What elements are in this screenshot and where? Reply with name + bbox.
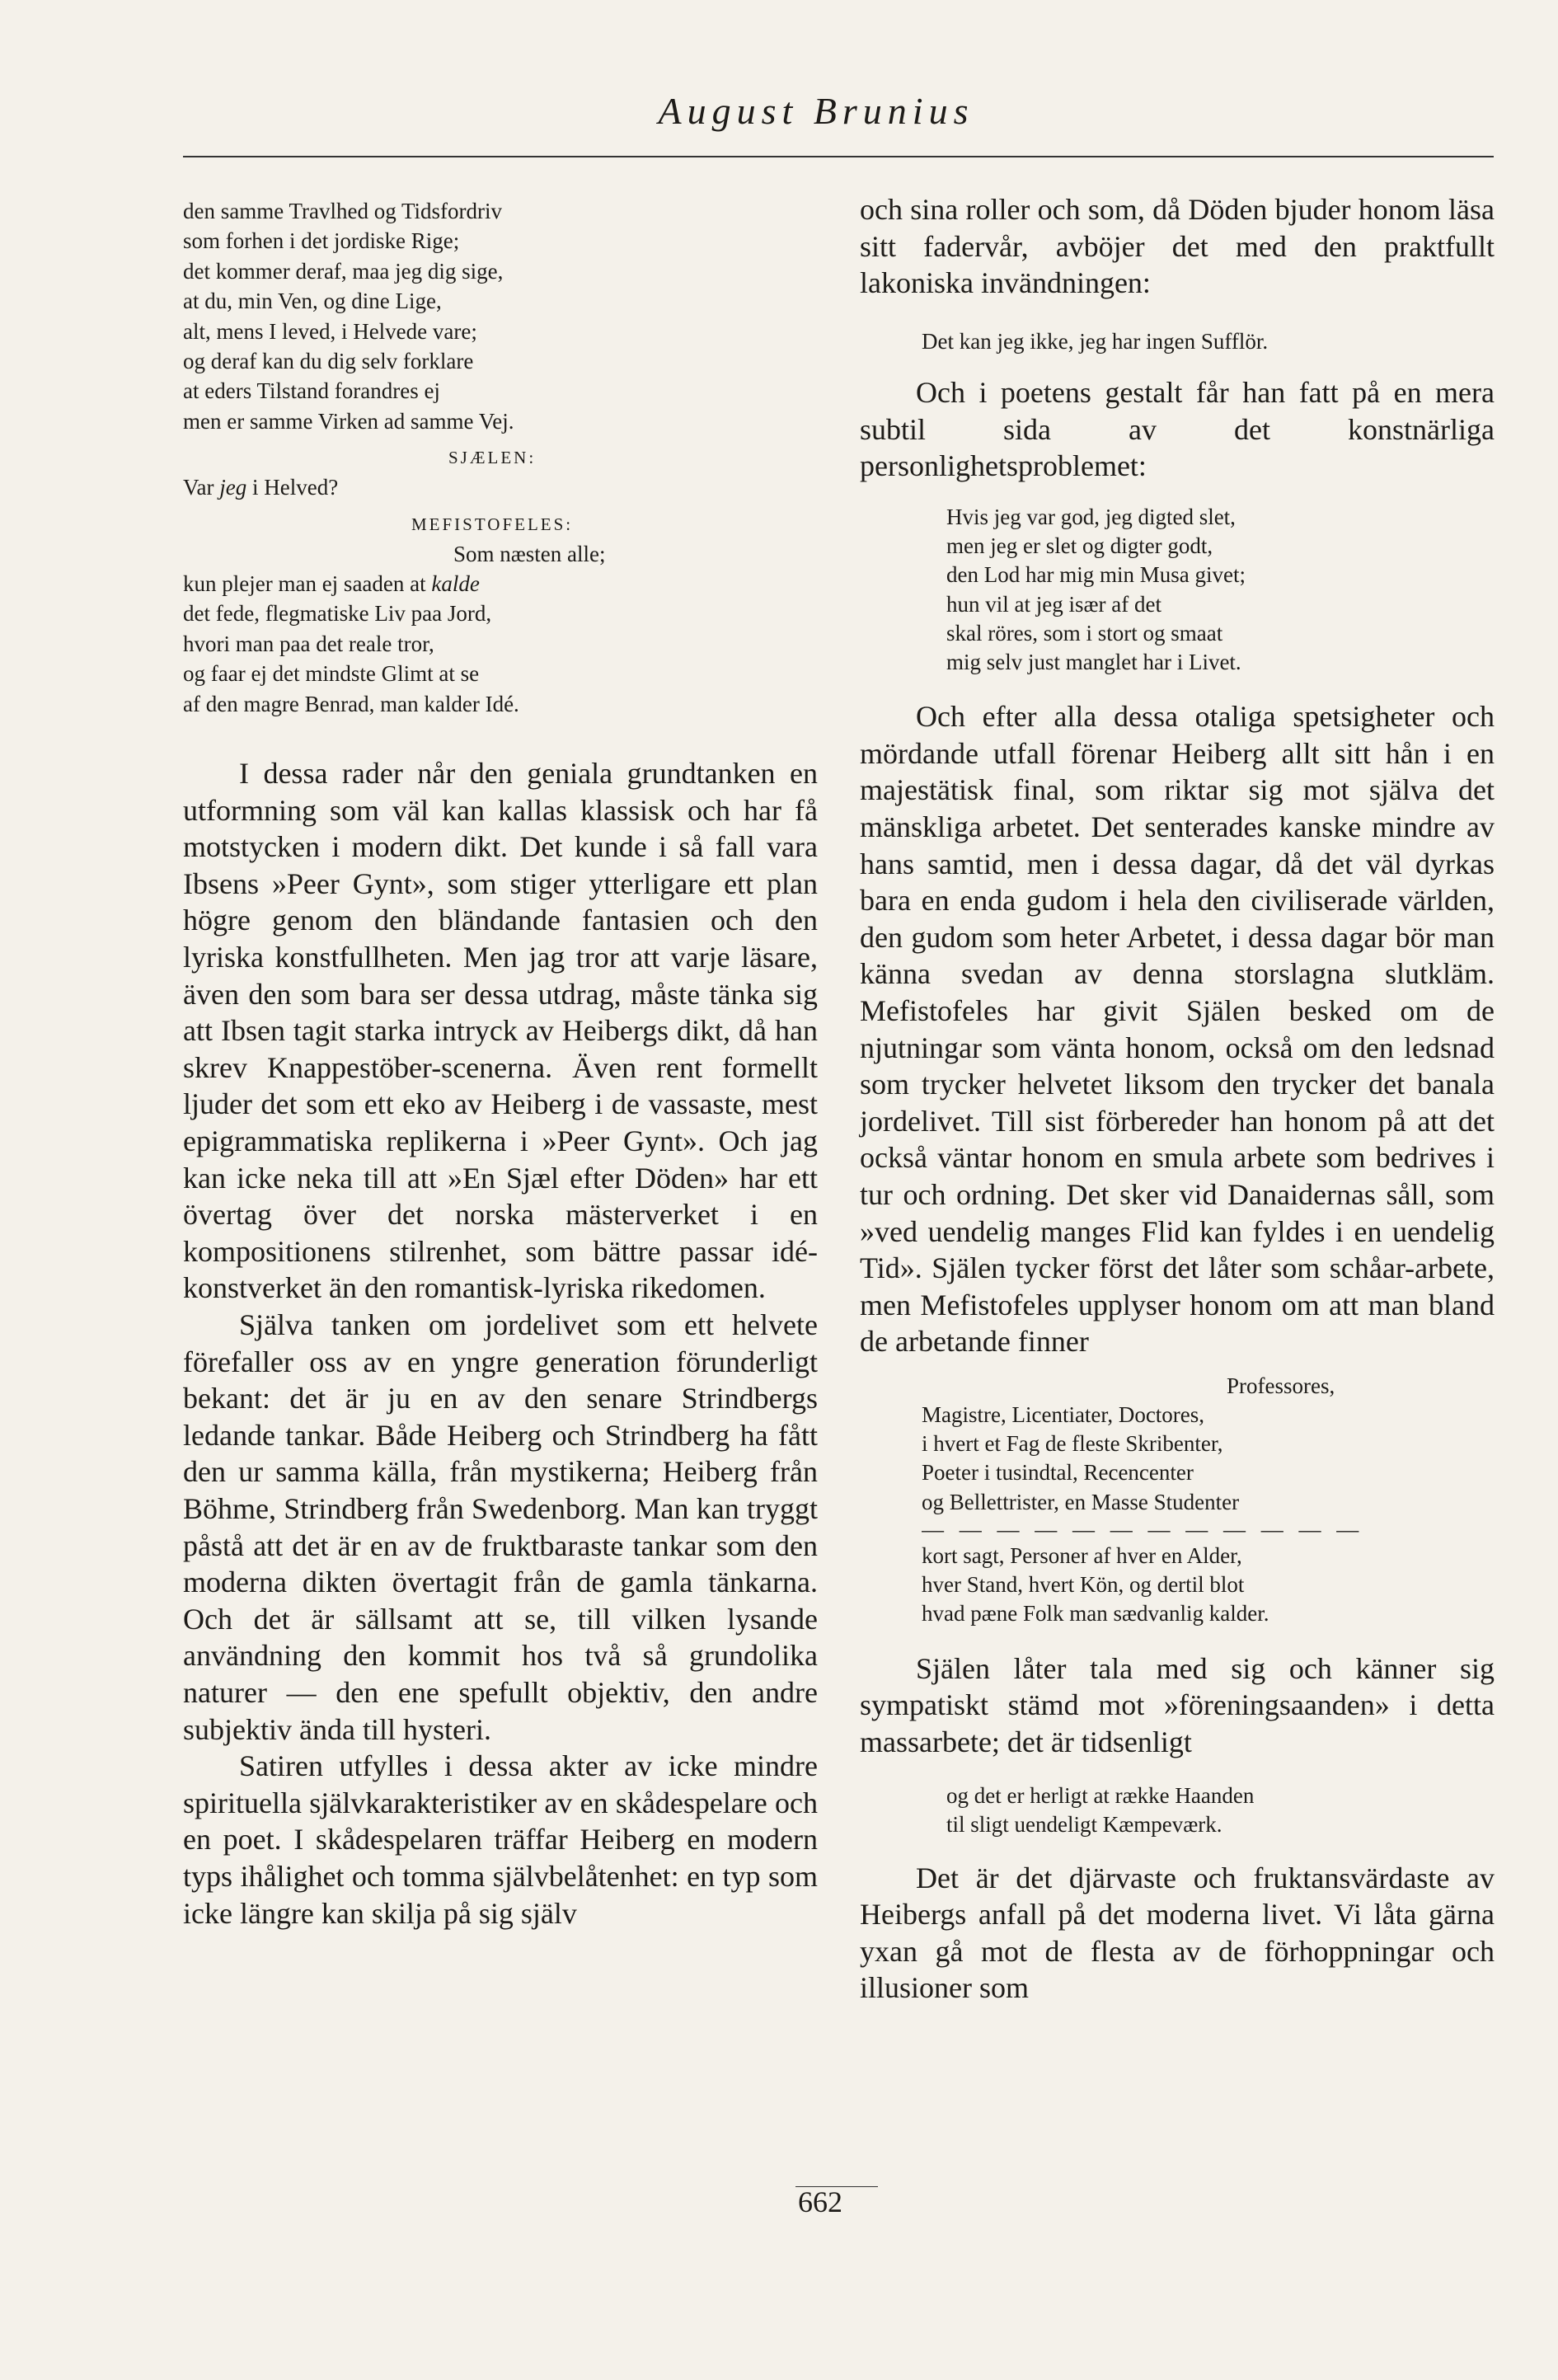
paragraph-text: Själva tanken om jordelivet som ett helvete förefaller oss av en yngre generation förunderligt bekant: det är ju en av den senare Strindbergs ledande tankar. Både Heiberg och Strindberg ha fått den ur samma källa, från mystikerna; Heiberg från Böhme, Strindberg från Swedenborg. Man kan tryggt påstå att det är en av de fruktbaraste tankar som den moderna dikten övertagit från de gamla tänkarna. Och det är sällsamt att se, till vilken lysande användning den kommit hos två så grundolika naturer — den ene spefullt objektiv, den andre subjektiv ända till hysteri. xyxy=(183,1308,818,1746)
verse-line: hvori man paa det reale tror, xyxy=(183,631,434,656)
verse-block-kaempevaerk xyxy=(860,1781,1495,1839)
emphasis-jeg: jeg xyxy=(219,475,247,500)
verse-line: det kommer deraf, maa jeg dig sige, xyxy=(183,258,504,284)
verse-line: men er samme Virken ad samme Vej. xyxy=(183,408,514,434)
verse-fragment: kun plejer man ej saaden at xyxy=(183,571,432,597)
verse-block-professores xyxy=(860,1372,1495,1629)
verse-line: hun vil at jeg især af det xyxy=(946,591,1161,617)
verse-line: Hvis jeg var god, jeg digted slet, xyxy=(946,504,1236,529)
spacer xyxy=(860,356,1495,374)
verse-line xyxy=(183,569,818,599)
verse-line: Poeter i tusindtal, Recencenter xyxy=(922,1460,1194,1486)
verse-line: af den magre Benrad, man kalder Idé. xyxy=(183,691,519,716)
prose-paragraph xyxy=(860,1860,1495,2007)
verse-line: hvad pæne Folk man sædvanlig kalder. xyxy=(922,1601,1269,1627)
paragraph-text: Och i poetens gestalt får han fatt på en mera subtil sida av det konstnärliga personlighetsproblemet: xyxy=(860,376,1495,483)
verse-line: den samme Travlhed og Tidsfordriv xyxy=(183,199,503,223)
verse-line: den Lod har mig min Musa givet; xyxy=(946,562,1246,588)
prose-paragraph xyxy=(860,374,1495,485)
spacer xyxy=(860,1629,1495,1650)
spacer xyxy=(860,302,1495,326)
quote-line: Det kan jeg ikke, jeg har ingen Sufflör. xyxy=(922,328,1269,354)
verse-line: Magistre, Licentiater, Doctores, xyxy=(922,1402,1205,1428)
speaker-label-mefistofeles: MEFISTOFELES: xyxy=(411,514,574,534)
verse-line: Professores, xyxy=(1227,1373,1335,1398)
paragraph-text: och sina roller och som, då Döden bjuder honom läsa sitt fadervår, avböjer det med den praktfullt lakoniska invändningen: xyxy=(860,193,1495,300)
verse-line: hver Stand, hvert Kön, og dertil blot xyxy=(922,1572,1245,1598)
emphasis-kalde: kalde xyxy=(431,571,480,597)
spacer xyxy=(860,1360,1495,1372)
paragraph-text: I dessa rader når den geniala grundtanken en utformning som väl kan kallas klassisk och har få motstycken i modern dikt. Det kunde i så fall vara Ibsens »Peer Gynt», som stiger ytterligare ett plan högre genom den bländande fantasien och den lyriska konstfullheten. Men jag tror att varje läsare, även den som bara ser dessa utdrag, måste tänka sig att Ibsen tagit starka intryck av Heibergs dikt, då han skrev Knappestöber-scenerna. Även rent formellt ljuder det som ett eko av Heiberg i de vassaste, mest epigrammatiska replikerna i »Peer Gynt». Och jag kan icke neka till att »En Sjæl efter Döden» har ett övertag över det norska mästerverket i en kompositionens stilrenhet, som bättre passar idé-konstverket än den romantisk-lyriska rikedomen. xyxy=(183,757,818,1305)
paragraph-text: Själen låter tala med sig och känner sig sympatiskt stämd mot »föreningsaanden» i detta massarbete; det är tidsenligt xyxy=(860,1651,1495,1758)
prose-paragraph xyxy=(183,1748,818,1932)
verse-line: at du, min Ven, og dine Lige, xyxy=(183,289,442,314)
verse-line: og Bellettrister, en Masse Studenter xyxy=(922,1489,1240,1514)
verse-line: og faar ej det mindste Glimt at se xyxy=(183,661,480,687)
prose-paragraph xyxy=(860,698,1495,1360)
prose-paragraph xyxy=(860,1650,1495,1761)
paragraph-text: Satiren utfylles i dessa akter av icke mindre spirituella självkarakteristiker av en skådespelare och en poet. I skådespelaren träffar Heiberg en modern typs ihålighet och tomma självbelåtenhet: en typ som icke längre kan skilja på sig själv xyxy=(183,1749,818,1930)
spacer xyxy=(183,719,818,755)
prose-paragraph xyxy=(183,755,818,1307)
verse-line: kort sagt, Personer af hver en Alder, xyxy=(922,1542,1242,1568)
spacer xyxy=(860,677,1495,698)
page-number: 662 xyxy=(798,2185,842,2218)
verse-block-2 xyxy=(183,539,818,719)
spacer xyxy=(860,1760,1495,1781)
paragraph-text: Det är det djärvaste och fruktansvärdaste av Heibergs anfall på det moderna livet. Vi låta gärna yxan gå mot de flesta av de förhoppningar och illusioner som xyxy=(860,1861,1495,2005)
paragraph-text: Och efter alla dessa otaliga spetsigheter och mördande utfall förenar Heiberg allt sitt hån i en majestätisk final, som riktar sig mot själva det mänskliga arbetet. Det senterades kanske mindre av hans samtid, men i dessa dagar, då det väl dyrkas bara en enda gudom i hela den civiliserade världen, den gudom som heter Arbetet, i dessa dagar bör man känna svedan av denna storslagna slutkläm. Mefistofeles har givit Själen besked om de njutningar som vänta honom, också om den ledsnad som trycker helvetet liksom den trycker det banala jordelivet. Till sist förbereder han honom på att det också väntar honom en smula arbete som bedrives i tur och ordning. Det sker vid Danaidernas såll, som »ved uendelig manges Flid kan fyldes i en uendelig Tid». Själen tycker först det låter som schåar-arbete, men Mefistofeles upplyser honom om att man bland de arbetande finner xyxy=(860,700,1495,1359)
left-column xyxy=(183,196,818,1932)
verse-fragment: i Helved? xyxy=(246,475,339,500)
verse-line: at eders Tilstand forandres ej xyxy=(183,378,440,404)
verse-line: det fede, flegmatiske Liv paa Jord, xyxy=(183,601,492,627)
verse-line: skal röres, som i stort og smaat xyxy=(946,620,1223,645)
verse-line: alt, mens I leved, i Helvede vare; xyxy=(183,318,477,344)
speaker-label-sjaelen: SJÆLEN: xyxy=(448,448,537,468)
verse-line-var-jeg xyxy=(183,472,818,502)
verse-block-1 xyxy=(183,196,818,436)
verse-line: men jeg er slet og digter godt, xyxy=(946,533,1213,559)
verse-line: til sligt uendeligt Kæmpeværk. xyxy=(946,1812,1222,1838)
verse-line: mig selv just manglet har i Livet. xyxy=(946,649,1241,674)
dash-separator: — — — — — — — — — — — — xyxy=(922,1516,1364,1542)
spacer xyxy=(860,485,1495,503)
spacer xyxy=(860,1840,1495,1860)
prose-paragraph xyxy=(183,1307,818,1748)
prose-paragraph xyxy=(860,191,1495,302)
verse-block-poet xyxy=(860,503,1495,677)
verse-line: som forhen i det jordiske Rige; xyxy=(183,228,460,254)
header-rule xyxy=(183,156,1494,157)
verse-fragment: Var xyxy=(183,475,220,500)
verse-line: i hvert et Fag de fleste Skribenter, xyxy=(922,1431,1223,1457)
verse-line: Som næsten alle; xyxy=(453,541,606,566)
running-header-author: August Brunius xyxy=(658,90,974,132)
verse-line: og deraf kan du dig selv forklare xyxy=(183,349,474,374)
right-column xyxy=(860,193,1495,2007)
verse-line: og det er herligt at række Haanden xyxy=(946,1783,1255,1809)
